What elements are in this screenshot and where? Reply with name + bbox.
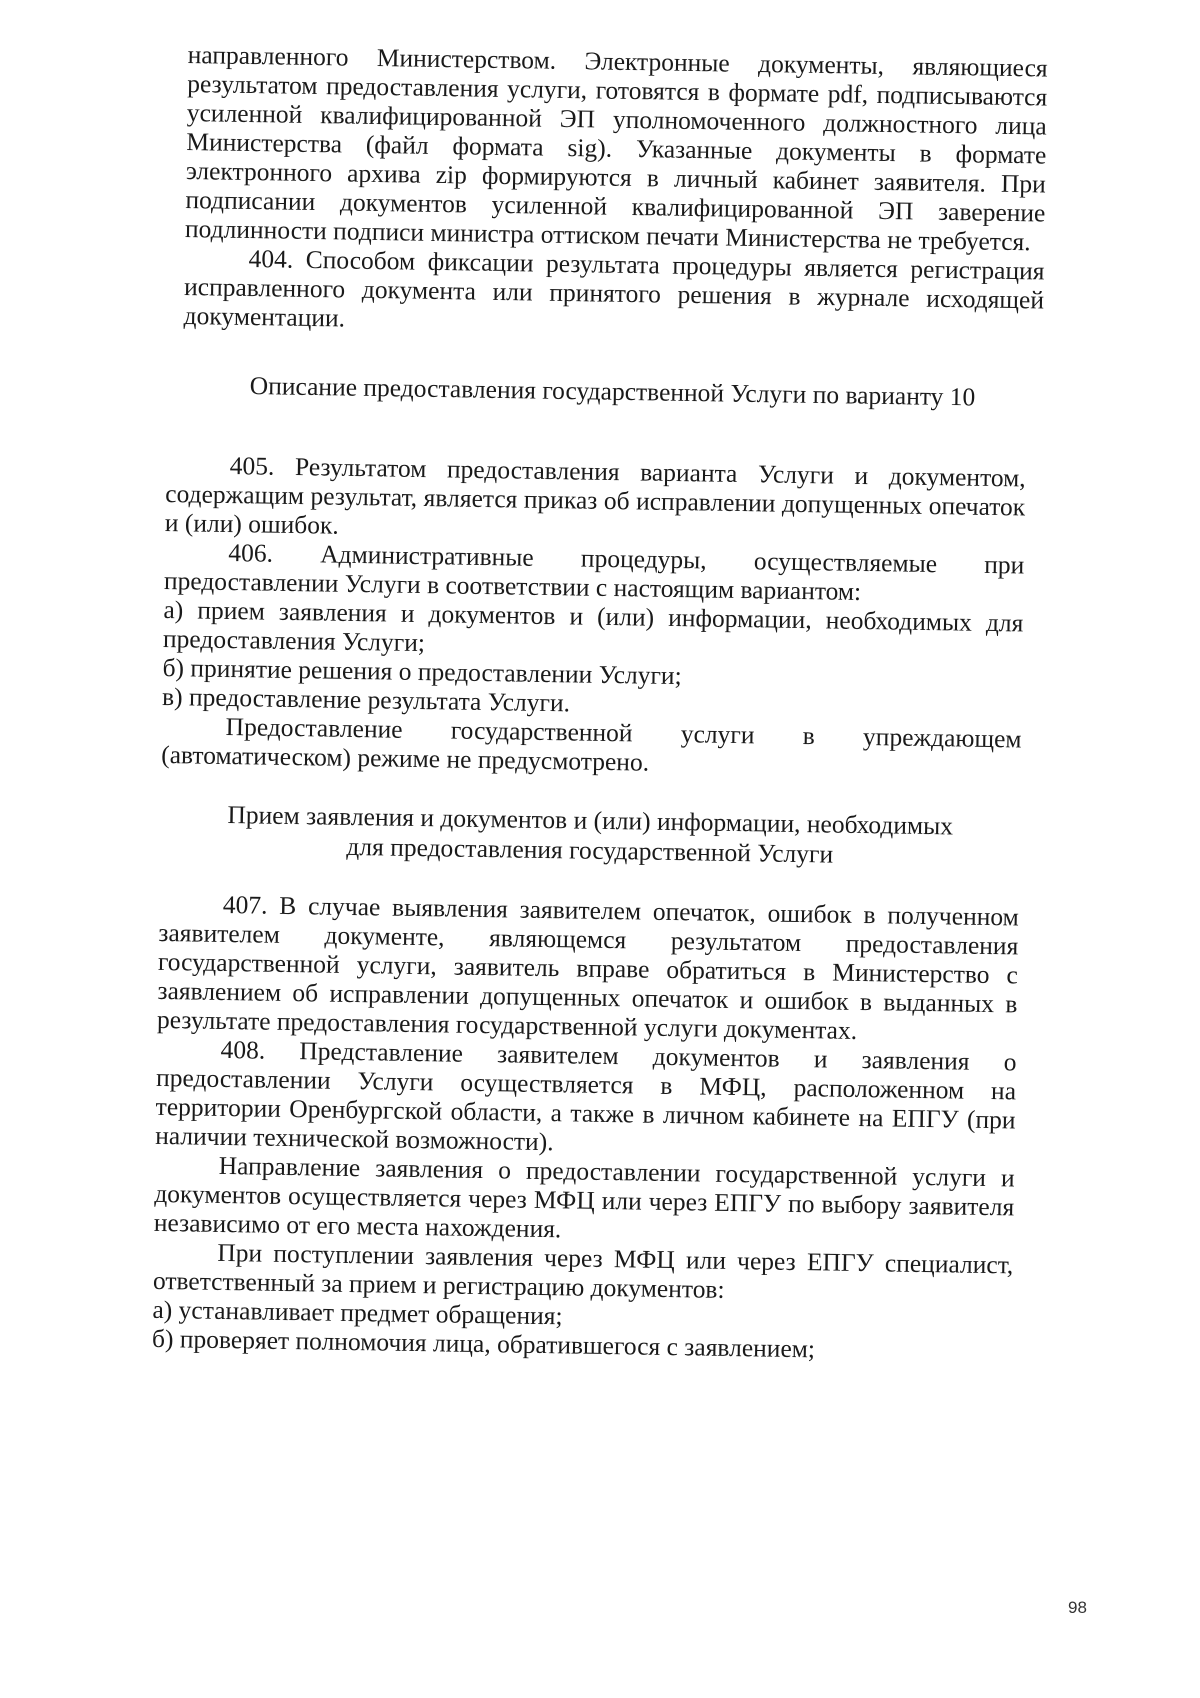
paragraph-continuation: направленного Министерством. Электронные документы, являющиеся результатом предоставления услуги, готовятся в формате pdf, подписываются усиленной квалифицированной ЭП уполномоченного должностного лица Министерства (файл формата sig). Указанные документы в формате электронного архива zip формируются в личный кабинет заявителя. При подписании документов усиленной квалифицированной ЭП заверение подлинности подписи министра оттиском печати Министерства не требуется.	[184, 40, 1048, 257]
paragraph-405: 405. Результатом предоставления варианта Услуги и документом, содержащим результат, является приказ об исправлении допущенных опечаток и (или) ошибок.	[164, 451, 1026, 540]
paragraph-406: 406. Административные процедуры, осуществляемые при предоставлении Услуги в соответствии с настоящим вариантом:	[163, 537, 1025, 606]
list-item-specialist-a: а) устанавливает предмет обращения;	[152, 1294, 563, 1331]
list-item-specialist-b: б) проверяет полномочия лица, обратившегося с заявлением;	[151, 1323, 816, 1364]
paragraph-407: 407. В случае выявления заявителем опечаток, ошибок в полученном заявителем документе, являющемся результатом предоставления государственной услуги, заявитель вправе обратиться в Министерство с заявлением об исправлении допущенных опечаток и ошибок в выданных в результате предоставления государственной услуги документах.	[156, 889, 1019, 1045]
section-heading-variant-10: Описание предоставления государственной Услуги по варианту 10	[249, 371, 976, 412]
paragraph-404: 404. Способом фиксации результата процедуры является регистрация исправленного документа или принятого решения в журнале исходящей документации.	[183, 243, 1045, 333]
list-item-406-b: б) принятие решения о предоставлении Услуги;	[162, 652, 682, 691]
paragraph-408: 408. Представление заявителем документов и заявления о предоставлении Услуги осуществляется в МФЦ, расположенном на территории Оренбургской области, а также в личном кабинете на ЕПГУ (при наличии технической возможности).	[155, 1034, 1017, 1157]
list-item-406-a: а) прием заявления и документов и (или) информации, необходимых для предоставления Услуги;	[162, 594, 1024, 658]
lower-text-block	[152, 450, 1026, 1366]
section-heading-reception-line1: Прием заявления и документов и (или) информации, необходимых	[227, 800, 954, 841]
paragraph-specialist: При поступлении заявления через МФЦ или через ЕПГУ специалист, ответственный за прием и регистрацию документов:	[152, 1237, 1014, 1304]
upper-text-block	[182, 40, 1048, 413]
paragraph-automatic-mode: Предоставление государственной услуги в упреждающем (автоматическом) режиме не предусмотрено.	[160, 711, 1022, 777]
list-item-406-c: в) предоставление результата Услуги.	[161, 681, 571, 718]
paragraph-direction: Направление заявления о предоставлении государственной услуги и документов осуществляется через МФЦ или через ЕПГУ по выбору заявителя независимо от его места нахождения.	[153, 1150, 1015, 1244]
section-heading-reception-line2: для предоставления государственной Услуги	[346, 831, 834, 869]
page-number: 98	[1068, 1598, 1087, 1617]
